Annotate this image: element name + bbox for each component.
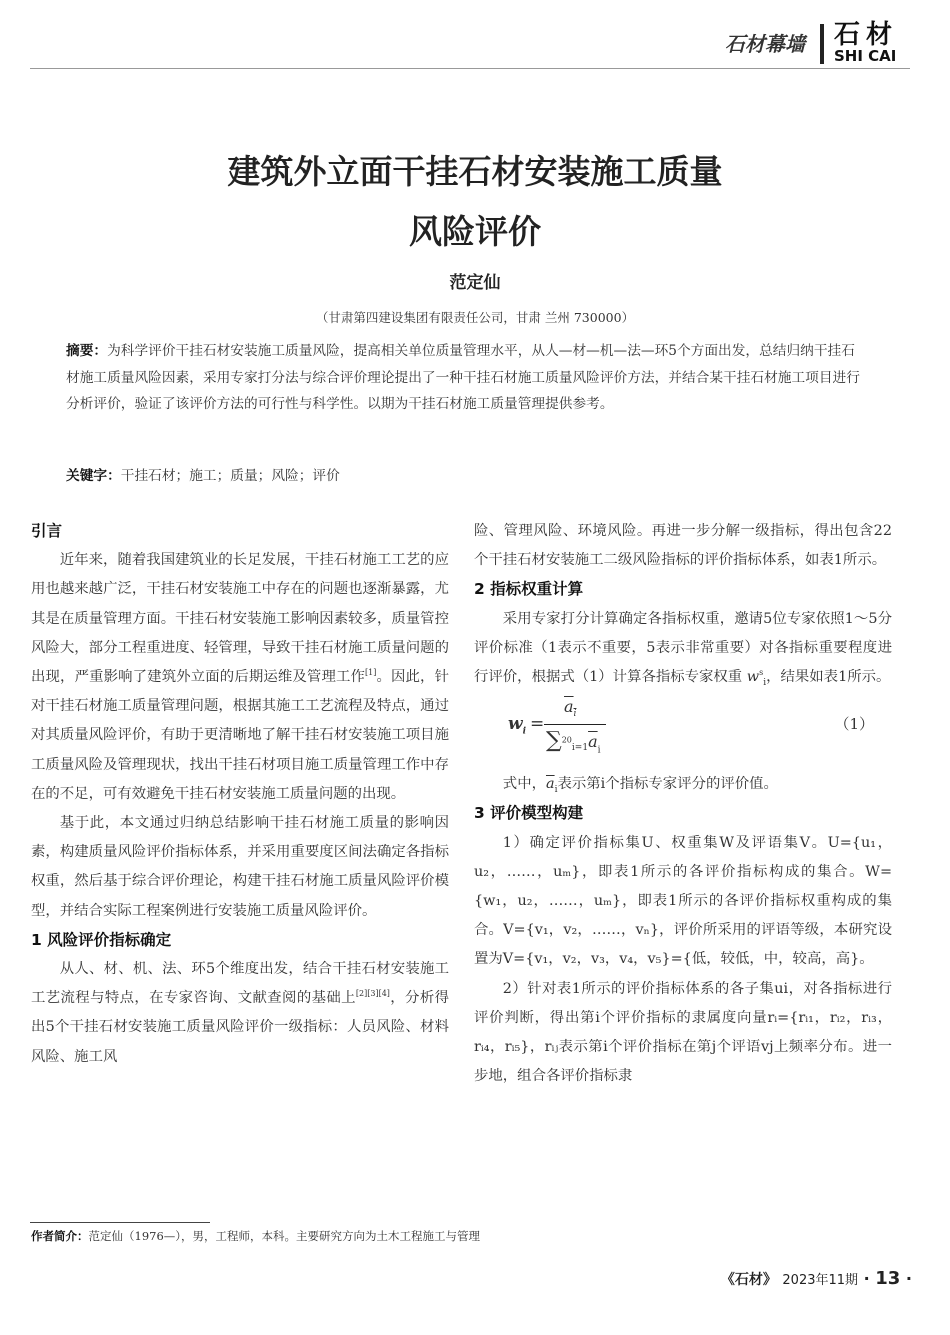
folio-bullet-2: · — [905, 1269, 912, 1288]
explanation-text-a: 式中， — [502, 776, 546, 793]
article-title-line1: 建筑外立面干挂石材安装施工质量 — [227, 152, 723, 191]
header-divider-bar — [820, 24, 824, 64]
intro-paragraph-1 — [31, 546, 449, 809]
formula-lhs: $w_i$ — [508, 714, 527, 737]
page-number: 13 — [875, 1268, 901, 1289]
heading-section-2: 2 指标权重计算 — [474, 580, 584, 599]
symbol-a: $\overline{a}$ — [545, 776, 555, 793]
heading-intro: 引言 — [31, 522, 63, 540]
explanation-text-b: 表示第i个指标专家评分的评价值。 — [557, 776, 778, 793]
author-affiliation: （甘肃第四建设集团有限责任公司，甘肃 兰州 730000） — [315, 310, 635, 325]
footnote-text: 范定仙（1976—），男，工程师，本科。主要研究方向为土木工程施工与管理 — [88, 1229, 481, 1243]
folio-bullet: · — [863, 1269, 870, 1288]
heading-section-1: 1 风险评价指标确定 — [31, 930, 172, 949]
formula-numerator: $a_i$ — [564, 697, 577, 720]
page-folio — [721, 1268, 912, 1289]
section1-text-a: 从人、材、机、法、环5个维度出发，结合干挂石材安装施工工艺流程与特点，在专家咨询、文献查阅的基础上 — [31, 961, 449, 1007]
author-name: 范定仙 — [449, 273, 501, 293]
intro-p1-text-a: 近年来，随着我国建筑业的长足发展，干挂石材施工工艺的应用也越来越广泛，干挂石材安装施工中存在的问题也逐渐暴露，尤其是在质量管理方面。干挂石材安装施工影响因素较多，质量管控风险大，部分工程重进度、轻管理，导致干挂石材施工质量问题的出现，严重影响了建筑外立面的后期运维及管理工作 — [31, 552, 449, 686]
section3-paragraph-1: 1）确定评价指标集U、权重集W及评语集V。U={u₁，u₂，……，uₘ}，即表1所示的各评价指标构成的集合。W={w₁，u₂，……，uₘ}，即表1所示的各评价指标权重构成的集合。V={v₁，v₂，……，vₙ}，评价所采用的评语等级，本研究设置为V={v₁，v₂，v₃，v₄，v₅}={低，较低，中，较高，高}。 — [474, 834, 892, 968]
journal-logo-cn: 石材 — [834, 20, 899, 50]
symbol-w-sub: i — [763, 677, 767, 688]
abstract-text: 为科学评价干挂石材安装施工质量风险，提高相关单位质量管理水平，从人—材—机—法—环5个方面出发，总结归纳干挂石材施工质量风险因素，采用专家打分法与综合评价理论提出了一种干挂石材施工质量风险评价方法，并结合某干挂石材施工项目进行分析评价，验证了该评价方法的可行性与科学性。以期为干挂石材施工质量管理提供参考。 — [66, 343, 860, 413]
symbol-a-sub: i — [554, 785, 558, 796]
section3-paragraph-2: 2）针对表1所示的评价指标体系的各子集ui，对各指标进行评价判断，得出第i个评价指标的隶属度向量rᵢ={rᵢ₁，rᵢ₂，rᵢ₃，rᵢ₄，rᵢ₅}，rᵢⱼ表示第i个评价指标在第j个评语vj上频率分布。进一步地，组合各评价指标隶 — [474, 980, 892, 1085]
symbol-w: w — [746, 669, 760, 686]
formula-denominator: $\sum^{20}_{i=1}\overline{a}_i$ — [546, 728, 601, 756]
author-bio-footnote — [31, 1228, 480, 1244]
symbol-w-sup: s — [759, 668, 764, 678]
heading-section-3: 3 评价模型构建 — [474, 804, 584, 823]
abstract-label: 摘要： — [66, 343, 108, 359]
footnote-label: 作者简介： — [31, 1229, 89, 1243]
right-column — [474, 517, 892, 1091]
section1-text-b: ，分析得出5个干挂石材安装施工质量风险评价一级指标：人员风险、材料风险、施工风 — [31, 990, 449, 1065]
abstract — [66, 338, 866, 418]
intro-p1-text-b: 。因此，针对干挂石材施工质量管理问题，根据其施工工艺流程及特点，通过对其质量风险评价，有助于更清晰地了解干挂石材安装施工项目施工质量风险及管理现状，找出干挂石材项目施工质量管理工作中存在的不足，可有效避免干挂石材安装施工质量问题的出现。 — [31, 669, 449, 802]
citation-1: [1] — [365, 668, 377, 678]
citation-2-4: [2][3][4] — [355, 989, 390, 999]
folio-issue: 2023年11期 — [782, 1273, 859, 1288]
keywords-text: 干挂石材；施工；质量；风险；评价 — [120, 468, 340, 484]
header-rule — [30, 68, 910, 69]
formula-1 — [474, 692, 892, 770]
section1-continuation: 险、管理风险、环境风险。再进一步分解一级指标，得出包含22个干挂石材安装施工二级风险指标的评价指标体系，如表1所示。 — [474, 523, 892, 569]
section2-text-b: ，结果如表1所示。 — [766, 669, 891, 686]
section2-paragraph — [474, 605, 892, 693]
footnote-rule — [30, 1222, 210, 1223]
section2-text-a: 采用专家打分计算确定各指标权重，邀请5位专家依照1～5分评价标准（1表示不重要，5表示非常重要）对各指标重要程度进行评价，根据式（1）计算各指标专家权重 — [474, 610, 892, 686]
left-column — [31, 517, 449, 1072]
article-title-line2: 风险评价 — [409, 212, 541, 251]
folio-journal: 《石材》 — [720, 1272, 777, 1288]
keywords — [66, 464, 866, 484]
keywords-label: 关键字： — [66, 468, 121, 484]
formula-number: （1） — [834, 715, 874, 734]
intro-paragraph-2: 基于此，本文通过归纳总结影响干挂石材施工质量的影响因素，构建质量风险评价指标体系，并采用重要度区间法确定各指标权重，然后基于综合评价理论，构建干挂石材施工质量风险评价模型，并结合实际工程案例进行安装施工质量风险评价。 — [31, 815, 449, 919]
journal-logo-en: SHI CAI — [834, 47, 897, 65]
section1-paragraph — [31, 955, 449, 1072]
formula-fraction-bar — [544, 724, 606, 725]
section-label: 石材幕墙 — [725, 32, 805, 56]
formula-explanation — [474, 770, 892, 799]
formula-equals: = — [530, 714, 545, 735]
